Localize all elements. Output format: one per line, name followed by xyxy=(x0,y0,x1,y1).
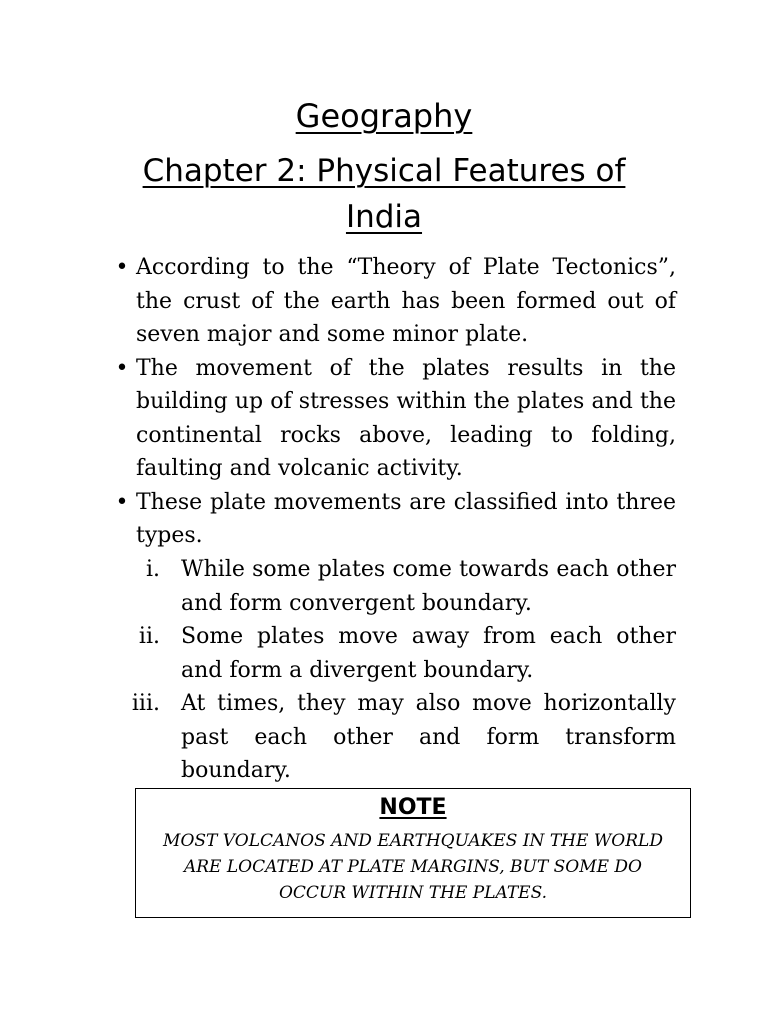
note-box xyxy=(135,788,691,918)
chapter-title: Chapter 2: Physical Features of India xyxy=(142,153,626,235)
roman-numeral: iii. xyxy=(131,691,160,716)
list-item-text: Some plates move away from each other and form a divergent boundary. xyxy=(181,624,676,683)
bullet-item xyxy=(110,251,676,352)
list-item xyxy=(110,553,676,620)
list-item-text: While some plates come towards each other and form convergent boundary. xyxy=(181,557,676,616)
bullet-icon: • xyxy=(115,255,129,280)
bullet-item xyxy=(110,352,676,486)
bullet-icon: • xyxy=(115,489,129,515)
bullet-icon: • xyxy=(115,355,129,381)
note-body: MOST VOLCANOS AND EARTHQUAKES IN THE WORLD ARE LOCATED AT PLATE MARGINS, BUT SOME DO OCCUR WITHIN THE PLATES. xyxy=(163,831,663,903)
bullet-text: According to the “Theory of Plate Tectonics”, the crust of the earth has been formed out of seven major and some minor plate. xyxy=(136,255,676,347)
bullet-text: These plate movements are classified into three types. xyxy=(136,489,676,548)
roman-numeral: ii. xyxy=(138,624,160,649)
bullet-list xyxy=(110,251,676,553)
list-item xyxy=(110,687,676,788)
bullet-text: The movement of the plates results in the building up of stresses within the plates and the continental rocks above, leading to folding, faulting and volcanic activity. xyxy=(136,355,676,481)
list-item xyxy=(110,620,676,687)
list-item-text: At times, they may also move horizontally past each other and form transform boundary. xyxy=(181,691,676,783)
roman-numeral: i. xyxy=(145,557,160,582)
bullet-item xyxy=(110,486,676,553)
boundary-types-list xyxy=(110,553,676,788)
subject-title: Geography xyxy=(295,97,473,135)
note-title: NOTE xyxy=(379,795,447,820)
